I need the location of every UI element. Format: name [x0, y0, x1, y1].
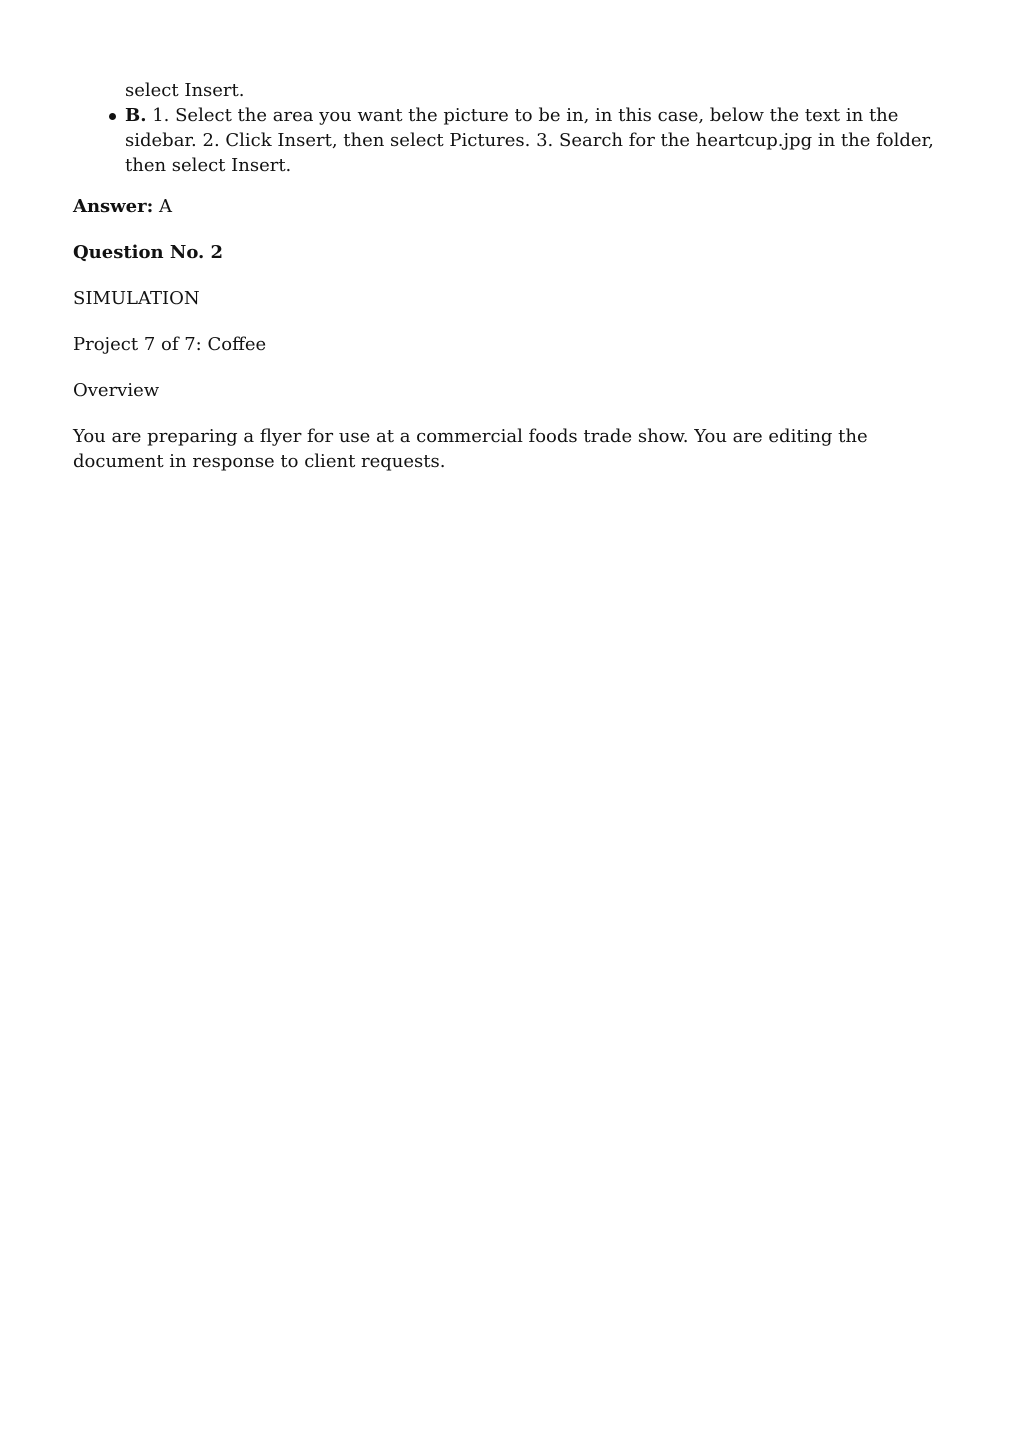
question-title: Question No. 2: [73, 242, 224, 263]
project-title: Project 7 of 7: Coffee: [73, 334, 267, 355]
option-letter: B.: [125, 105, 147, 126]
answer-value: A: [153, 196, 172, 217]
option-text: select Insert.: [125, 80, 245, 101]
answer-label: Answer:: [73, 196, 154, 217]
document-page: [73, 78, 953, 474]
answer-options-list: [73, 78, 953, 178]
option-continuation: [125, 78, 953, 103]
option-b: [125, 103, 953, 178]
answer-line: [73, 194, 953, 219]
question-body: You are preparing a flyer for use at a commercial foods trade show. You are editing the document in response to client requests.: [73, 426, 868, 472]
question-type: SIMULATION: [73, 288, 200, 309]
option-text: 1. Select the area you want the picture to be in, in this case, below the text in the sidebar. 2. Click Insert, then select Pictures. 3. Search for the heartcup.jpg in the folder, then select Insert.: [125, 105, 934, 176]
section-heading: Overview: [73, 380, 160, 401]
